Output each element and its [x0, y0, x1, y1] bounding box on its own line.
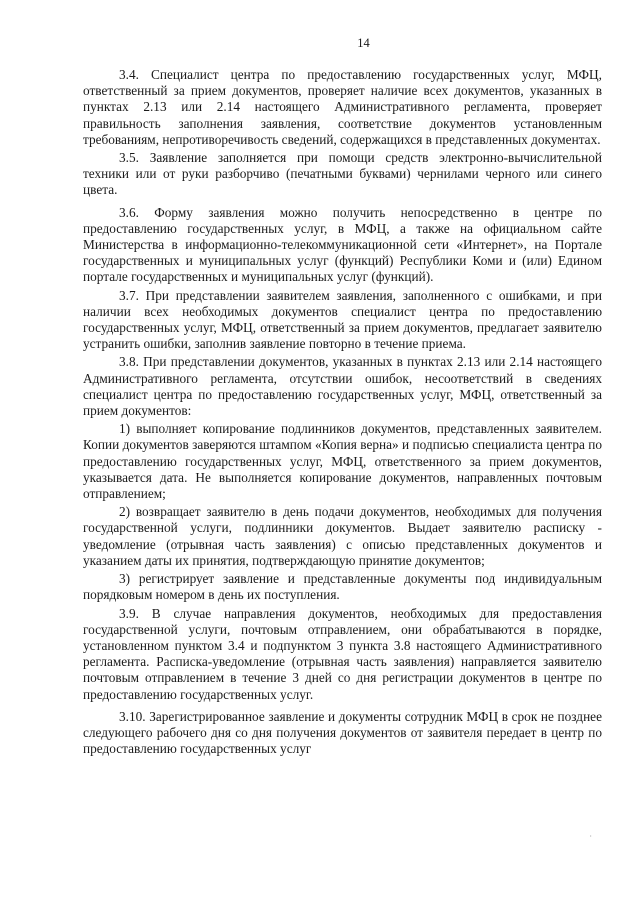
scan-artifact-mark: · — [589, 832, 592, 841]
paragraph-3-9: 3.9. В случае направления документов, необходимых для предоставления государственной услуги, почтовым отправлением, они обрабатываются в порядке, установленном пунктом 3.4 и подпунктом 3 пункта 3.8 настоящего Административного регламента. Расписка-уведомление (отрывная часть заявления) направляется заявителю почтовым отправлением в течение 3 дней со дня регистрации документов в центре по предоставлению государственных услуг. — [83, 605, 602, 702]
paragraph-3-8-item-2: 2) возвращает заявителю в день подачи документов, необходимых для получения государственной услуги, подлинники документов. Выдает заявителю расписку - уведомление (отрывная часть заявления) с описью представленных документов и указанием даты их принятия, подтверждающую принятие документов; — [83, 504, 602, 568]
paragraph-3-8: 3.8. При представлении документов, указанных в пунктах 2.13 или 2.14 настоящего Административного регламента, отсутствии ошибок, несоответствий в сведениях специалист центра по предоставлению государственных услуг, МФЦ, ответственный за прием документов: — [83, 354, 602, 419]
paragraph-3-10: 3.10. Зарегистрированное заявление и документы сотрудник МФЦ в срок не позднее следующего рабочего дня со дня получения документов от заявителя передает в центр по предоставлению государственных услуг — [83, 708, 602, 757]
paragraph-3-6: 3.6. Форму заявления можно получить непосредственно в центре по предоставлению государственных услуг, в МФЦ, а также на официальном сайте Министерства в информационно-телекоммуникационной сети «Интернет», на Портале государственных и муниципальных услуг (функций) Республики Коми и (или) Едином портале государственных и муниципальных услуг (функций). — [83, 204, 602, 285]
paragraph-3-8-item-3: 3) регистрирует заявление и представленные документы под индивидуальным порядковым номером в день их поступления. — [83, 571, 602, 603]
page-number: 14 — [357, 36, 370, 50]
paragraph-3-5: 3.5. Заявление заполняется при помощи средств электронно-вычислительной техники или от руки разборчиво (печатными буквами) чернилами черного или синего цвета. — [83, 150, 602, 198]
paragraph-3-4: 3.4. Специалист центра по предоставлению государственных услуг, МФЦ, ответственный за прием документов, проверяет наличие всех документов, указанных в пунктах 2.13 или 2.14 настоящего Административного регламента, проверяет правильность заполнения заявления, соответствие документов установленным требованиям, непротиворечивость сведений, содержащихся в представленных документах. — [83, 67, 602, 147]
paragraph-3-8-item-1: 1) выполняет копирование подлинников документов, представленных заявителем. Копии документов заверяются штампом «Копия верна» и подписью специалиста центра по предоставлению государственных услуг, МФЦ, ответственного за прием документов, указывается дата. Не выполняется копирование документов, направленных почтовым отправлением; — [83, 421, 602, 502]
paragraph-3-7: 3.7. При представлении заявителем заявления, заполненного с ошибками, и при наличии всех необходимых документов специалист центра по предоставлению государственных услуг, МФЦ, ответственный за прием документов, предлагает заявителю устранить ошибки, заполнив заявление повторно в течение приема. — [83, 287, 602, 352]
